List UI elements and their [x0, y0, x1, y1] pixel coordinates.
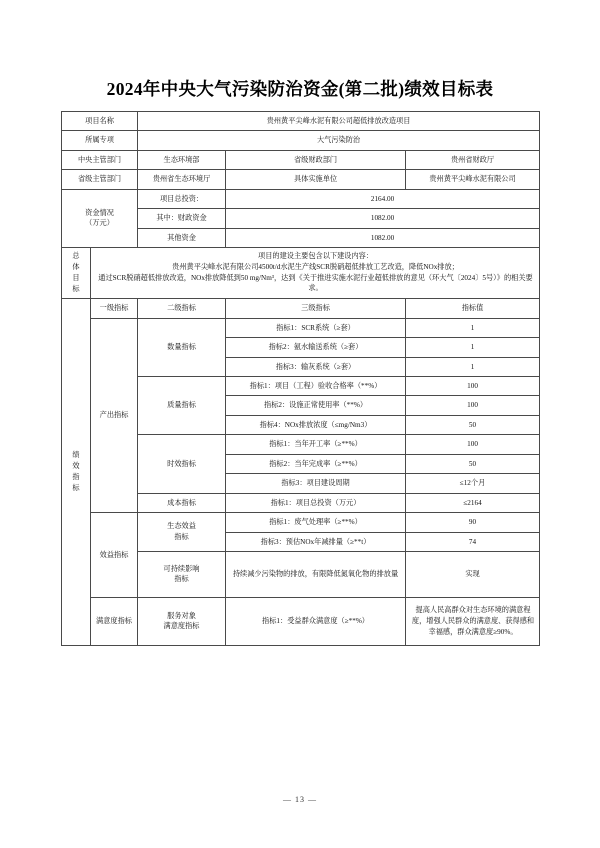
level3-indicator: 指标4：NOx排放浓度（≤mg/Nm3）	[226, 415, 406, 434]
table-row-indicator-header	[62, 299, 540, 318]
level3-indicator: 指标1：受益群众满意度（≥**%）	[226, 597, 406, 645]
level3-indicator: 持续减少污染物的排放，有限降低氮氧化物的排放量	[226, 551, 406, 597]
value-implementing-unit: 贵州黄平尖峰水泥有限公司	[406, 170, 540, 189]
funding-item-name: 其中：财政资金	[138, 209, 226, 228]
header-level3: 三级指标	[226, 299, 406, 318]
level2-eco-benefit-indicators: 生态效益 指标	[138, 513, 226, 552]
overall-goal-content	[91, 248, 540, 299]
header-level2: 二级指标	[138, 299, 226, 318]
level2-service-object-satisfaction: 服务对象 满意度指标	[138, 597, 226, 645]
label-special-program: 所属专项	[62, 131, 138, 150]
level2-cost-indicators: 成本指标	[138, 493, 226, 512]
label-implementing-unit: 具体实施单位	[226, 170, 406, 189]
performance-goal-table	[61, 111, 540, 646]
value-central-department: 生态环境部	[138, 150, 226, 169]
value-provincial-finance-department: 贵州省财政厅	[406, 150, 540, 169]
page-title: 2024年中央大气污染防治资金(第二批)绩效目标表	[106, 79, 494, 99]
table-row-provincial-department	[62, 170, 540, 189]
label-performance-indicators: 绩效指标	[62, 299, 91, 646]
indicator-value: ≤2164	[406, 493, 540, 512]
value-project-name: 贵州黄平尖峰水泥有限公司超低排放改造项目	[138, 112, 540, 131]
page-number: — 13 —	[283, 795, 317, 804]
level3-indicator: 指标3：项目建设周期	[226, 474, 406, 493]
label-central-department: 中央主管部门	[62, 150, 138, 169]
funding-item-value: 1082.00	[226, 209, 540, 228]
indicator-value: 100	[406, 435, 540, 454]
level2-quantity-indicators: 数量指标	[138, 318, 226, 376]
level1-benefit-indicators: 效益指标	[91, 513, 138, 598]
label-project-name: 项目名称	[62, 112, 138, 131]
indicator-value: 1	[406, 357, 540, 376]
indicator-value: 100	[406, 396, 540, 415]
label-funding-line2: （万元）	[85, 219, 114, 228]
header-level1: 一级指标	[91, 299, 138, 318]
funding-item-value: 2164.00	[226, 189, 540, 208]
level2-quality-indicators: 质量指标	[138, 377, 226, 435]
label-provincial-finance-department: 省级财政部门	[226, 150, 406, 169]
funding-item-name: 其他资金	[138, 228, 226, 247]
label-overall-goal: 总体目标	[62, 248, 91, 299]
indicator-value: 50	[406, 415, 540, 434]
level1-satisfaction-indicators: 满意度指标	[91, 597, 138, 645]
funding-item-value: 1082.00	[226, 228, 540, 247]
value-special-program: 大气污染防治	[138, 131, 540, 150]
level3-indicator: 指标3：输灰系统（≥套）	[226, 357, 406, 376]
indicator-value: 提高人民高群众对生态环境的满意程度，增强人民群众的满意度、获得感和幸福感，群众满意度≥90%。	[406, 597, 540, 645]
level2-sustainable-impact-indicators: 可持续影响 指标	[138, 551, 226, 597]
table-row-indicator	[62, 318, 540, 337]
indicator-value: 1	[406, 338, 540, 357]
funding-item-name: 项目总投资：	[138, 189, 226, 208]
level3-indicator: 指标1：SCR系统（≥套）	[226, 318, 406, 337]
level3-indicator: 指标1：当年开工率（≥**%）	[226, 435, 406, 454]
level1-output-indicators: 产出指标	[91, 318, 138, 512]
overall-goal-line: 通过SCR脱硝超低排放改造，NOx排放降低到50 mg/Nm³，达到《关于推进实施水泥行业超低排放的意见（环大气〔2024〕5号）》的相关要求。	[98, 273, 533, 293]
overall-goal-line: 贵州黄平尖峰水泥有限公司4500t/d水泥生产线SCR脱硝超低排放工艺改造，降低NOx排放；	[172, 262, 459, 271]
level3-indicator: 指标2：设施正常使用率（**%）	[226, 396, 406, 415]
level3-indicator: 指标2：当年完成率（≥**%）	[226, 454, 406, 473]
level3-indicator: 指标1：废气处理率（≥**%）	[226, 513, 406, 532]
level2-timeliness-indicators: 时效指标	[138, 435, 226, 493]
level3-indicator: 指标2：氨水输送系统（≥套）	[226, 338, 406, 357]
table-row-indicator	[62, 597, 540, 645]
indicator-value: 100	[406, 377, 540, 396]
indicator-value: 1	[406, 318, 540, 337]
indicator-value: 90	[406, 513, 540, 532]
label-provincial-department: 省级主管部门	[62, 170, 138, 189]
indicator-value: ≤12个月	[406, 474, 540, 493]
header-value: 指标值	[406, 299, 540, 318]
table-row-special-program	[62, 131, 540, 150]
indicator-value: 74	[406, 532, 540, 551]
indicator-value: 实现	[406, 551, 540, 597]
table-row-central-department	[62, 150, 540, 169]
value-provincial-department: 贵州省生态环境厅	[138, 170, 226, 189]
table-row-funding-total	[62, 189, 540, 208]
indicator-value: 50	[406, 454, 540, 473]
level3-indicator: 指标1：项目（工程）验收合格率（**%）	[226, 377, 406, 396]
level3-indicator: 指标1：项目总投资（万元）	[226, 493, 406, 512]
label-funding	[62, 189, 138, 247]
table-row-project-name	[62, 112, 540, 131]
table-row-overall-goal	[62, 248, 540, 299]
label-funding-line1: 资金情况	[85, 208, 114, 217]
level3-indicator: 指标3：预估NOx年减排量（≥**t）	[226, 532, 406, 551]
table-row-indicator	[62, 513, 540, 532]
overall-goal-line: 项目的建设主要包含以下建设内容：	[258, 252, 374, 261]
